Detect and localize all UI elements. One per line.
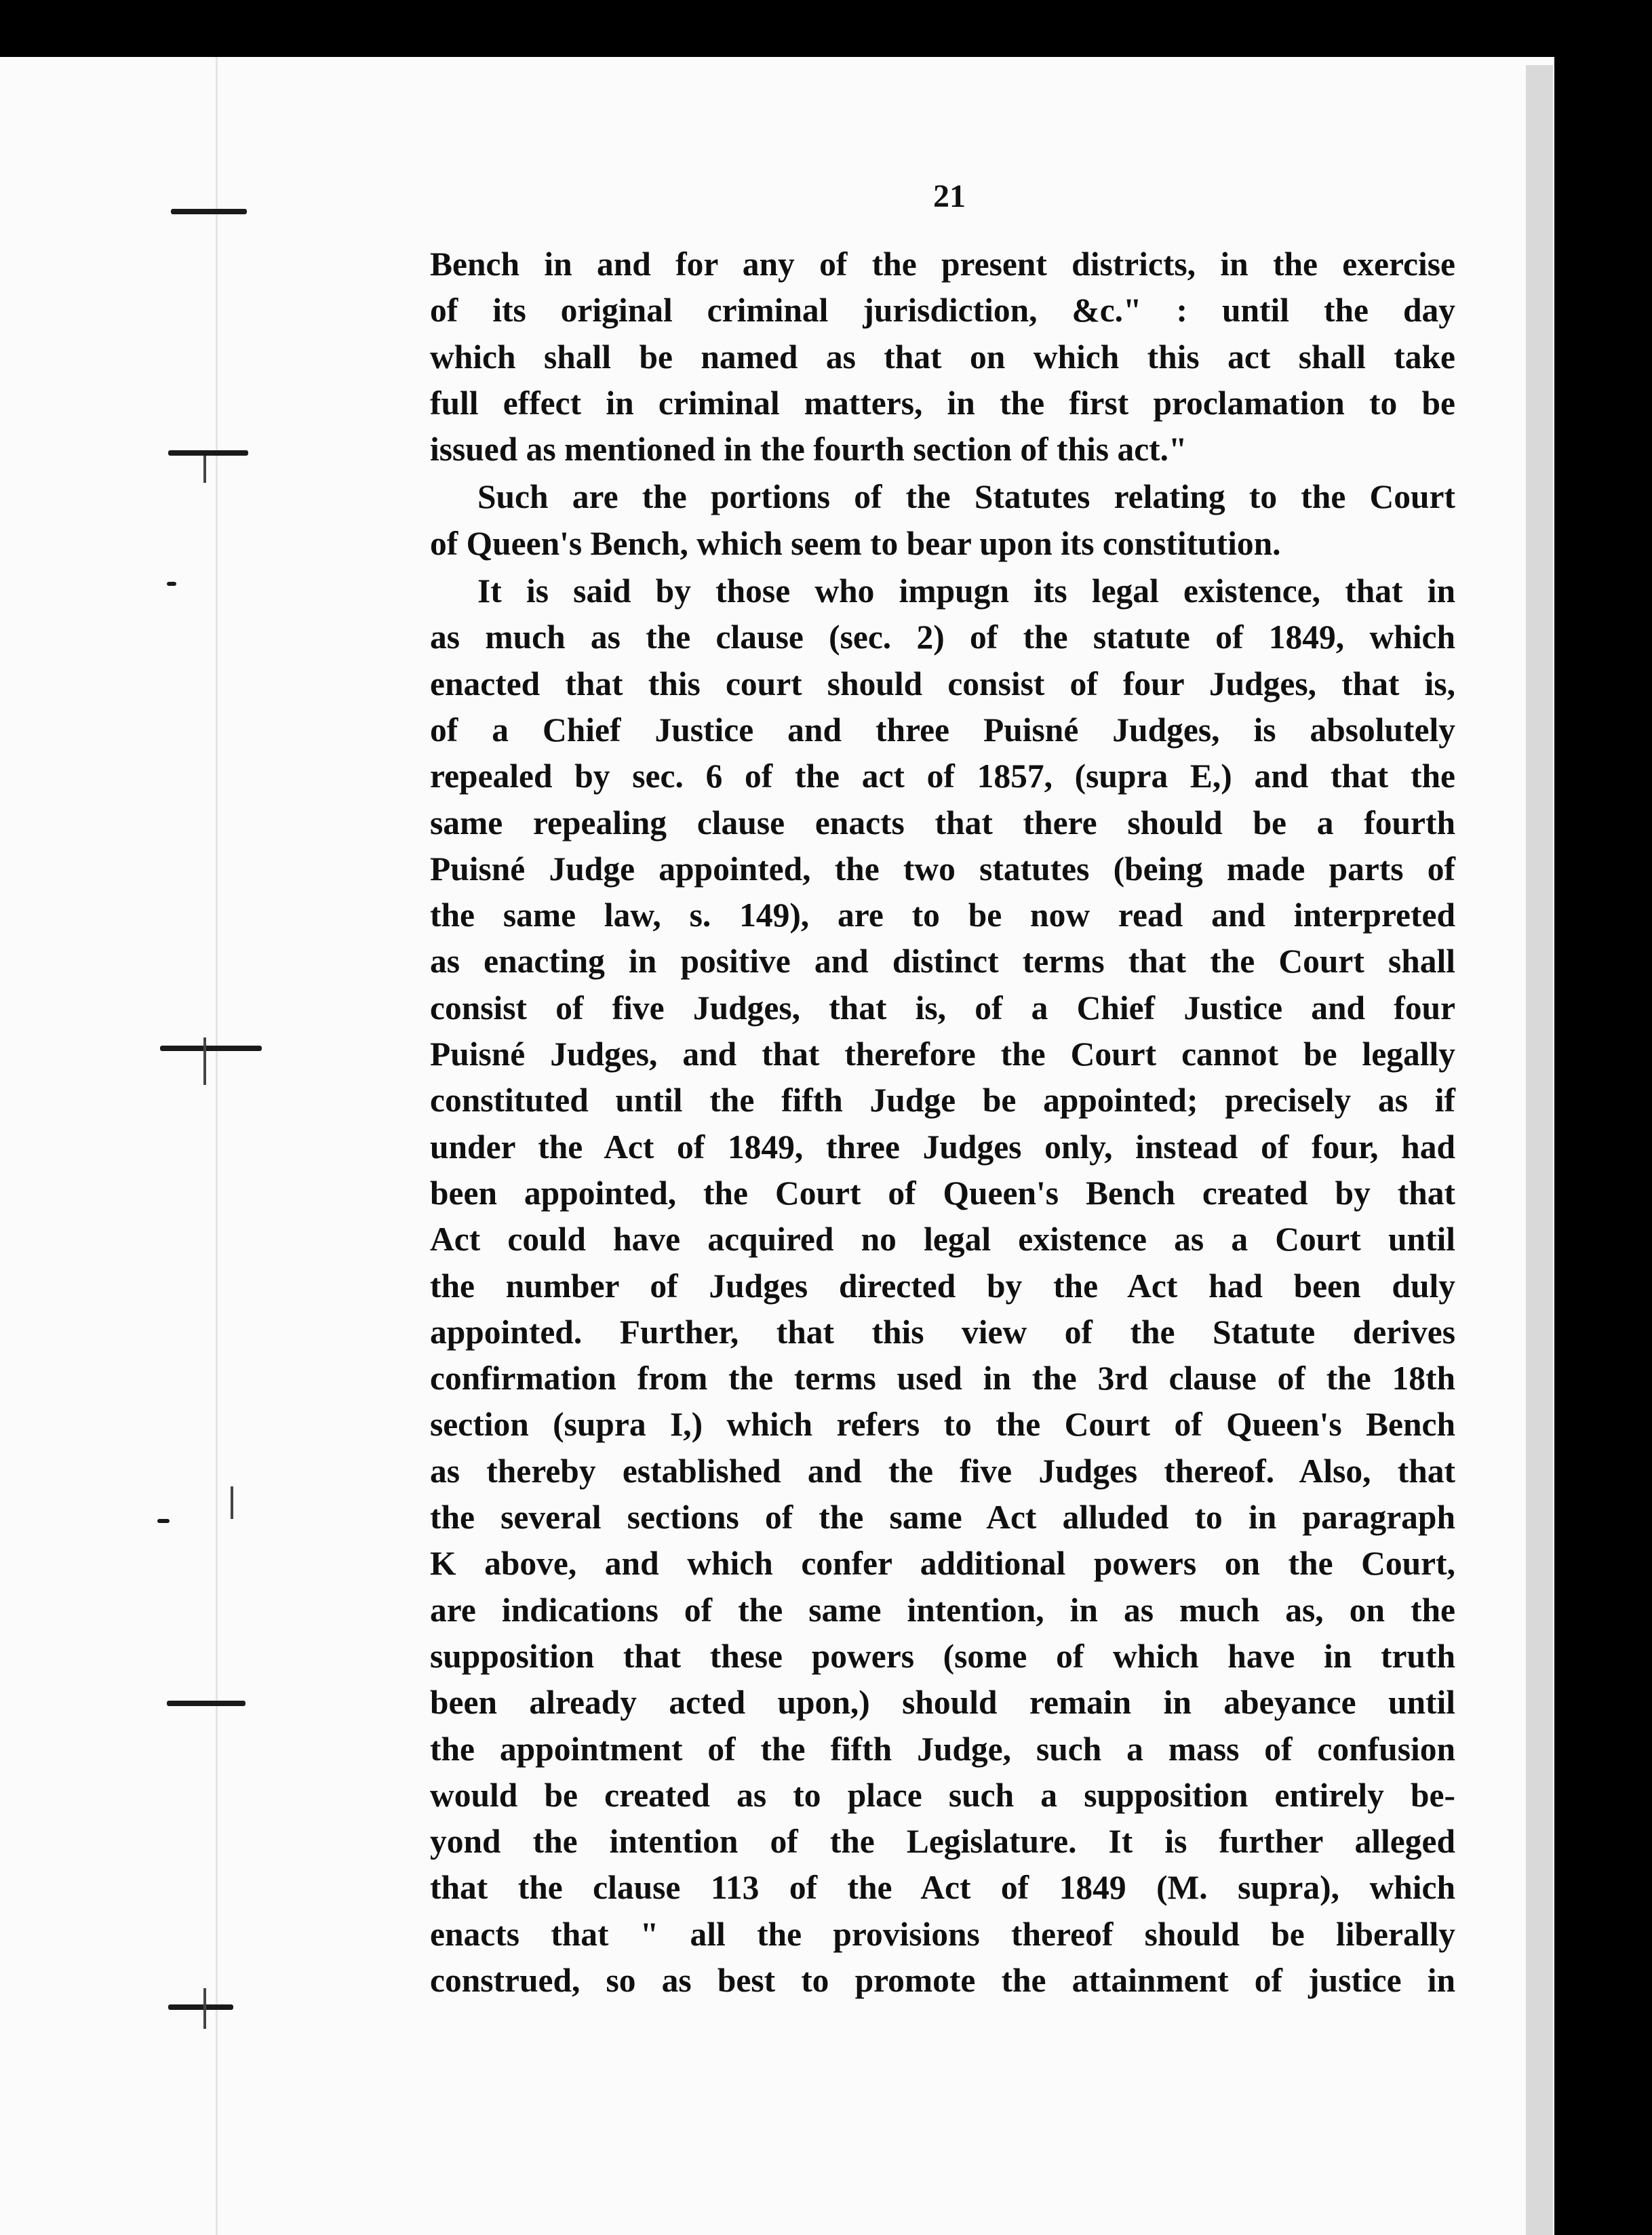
text-line: are indications of the same intention, in as much as, on the <box>430 1591 1455 1629</box>
stitch-mark <box>203 1037 206 1085</box>
text-line: enacts that " all the provisions thereof should be liberally <box>430 1915 1455 1953</box>
stitch-mark <box>168 450 248 456</box>
text-line: the number of Judges directed by the Act had been duly <box>430 1267 1455 1305</box>
text-line: as much as the clause (sec. 2) of the statute of 1849, which <box>430 618 1455 656</box>
stitch-mark <box>203 456 206 483</box>
text-line: Puisné Judges, and that therefore the Court cannot be legally <box>430 1035 1455 1073</box>
stitch-mark <box>231 1486 233 1519</box>
stitch-mark <box>167 1701 245 1706</box>
stitch-mark <box>157 1519 170 1523</box>
text-line: that the clause 113 of the Act of 1849 (M. supra), which <box>430 1869 1455 1907</box>
text-line: construed, so as best to promote the attainment of justice in <box>430 1961 1455 1999</box>
text-line: Bench in and for any of the present districts, in the exercise <box>430 245 1455 283</box>
text-line: section (supra I,) which refers to the Court of Queen's Bench <box>430 1406 1455 1444</box>
text-line: constituted until the fifth Judge be appointed; precisely as if <box>430 1082 1455 1120</box>
text-line: the same law, s. 149), are to be now read and interpreted <box>430 896 1455 934</box>
text-line: K above, and which confer additional powers on the Court, <box>430 1545 1455 1583</box>
text-line: consist of five Judges, that is, of a Chief Justice and four <box>430 989 1455 1027</box>
text-line: of Queen's Bench, which seem to bear upon its constitution. <box>430 524 1281 562</box>
text-line: same repealing clause enacts that there should be a fourth <box>430 804 1455 842</box>
text-line: Puisné Judge appointed, the two statutes (being made parts of <box>430 850 1455 888</box>
paragraph-first-line: Such are the portions of the Statutes relating to the Court <box>477 478 1455 516</box>
stitch-mark <box>203 1988 206 2029</box>
stitch-mark <box>168 2004 233 2010</box>
text-line: as enacting in positive and distinct terms that the Court shall <box>430 943 1455 981</box>
text-line: issued as mentioned in the fourth section of this act." <box>430 431 1187 469</box>
text-line: of its original criminal jurisdiction, &c." : until the day <box>430 292 1455 330</box>
text-line: supposition that these powers (some of which have in truth <box>430 1637 1455 1675</box>
text-line: been already acted upon,) should remain in abeyance until <box>430 1684 1455 1722</box>
text-line: under the Act of 1849, three Judges only, instead of four, had <box>430 1128 1455 1166</box>
text-line: would be created as to place such a supposition entirely be- <box>430 1776 1455 1814</box>
stitch-mark <box>167 582 176 586</box>
text-line: repealed by sec. 6 of the act of 1857, (supra E,) and that the <box>430 757 1455 795</box>
stitch-mark <box>160 1046 262 1051</box>
text-line: appointed. Further, that this view of the Statute derives <box>430 1313 1455 1351</box>
text-line: confirmation from the terms used in the 3rd clause of the 18th <box>430 1360 1455 1398</box>
text-line: full effect in criminal matters, in the first proclamation to be <box>430 384 1455 422</box>
body-text <box>430 241 1455 2004</box>
text-line: Act could have acquired no legal existence as a Court until <box>430 1221 1455 1259</box>
text-line: the several sections of the same Act alluded to in paragraph <box>430 1499 1455 1537</box>
text-line: enacted that this court should consist of four Judges, that is, <box>430 665 1455 703</box>
page-number: 21 <box>933 178 966 214</box>
text-line: been appointed, the Court of Queen's Bench created by that <box>430 1174 1455 1212</box>
text-line: the appointment of the fifth Judge, such a mass of confusion <box>430 1730 1455 1768</box>
text-line: yond the intention of the Legislature. It is further alleged <box>430 1823 1455 1861</box>
text-line: of a Chief Justice and three Puisné Judges, is absolutely <box>430 711 1455 749</box>
text-line: as thereby established and the five Judges thereof. Also, that <box>430 1452 1455 1490</box>
paragraph-first-line: It is said by those who impugn its legal existence, that in <box>477 572 1455 610</box>
text-line: which shall be named as that on which this act shall take <box>430 338 1455 376</box>
stitch-mark <box>171 209 247 214</box>
binding-fold <box>216 57 218 2235</box>
underlying-page-edge <box>1526 65 1553 2235</box>
